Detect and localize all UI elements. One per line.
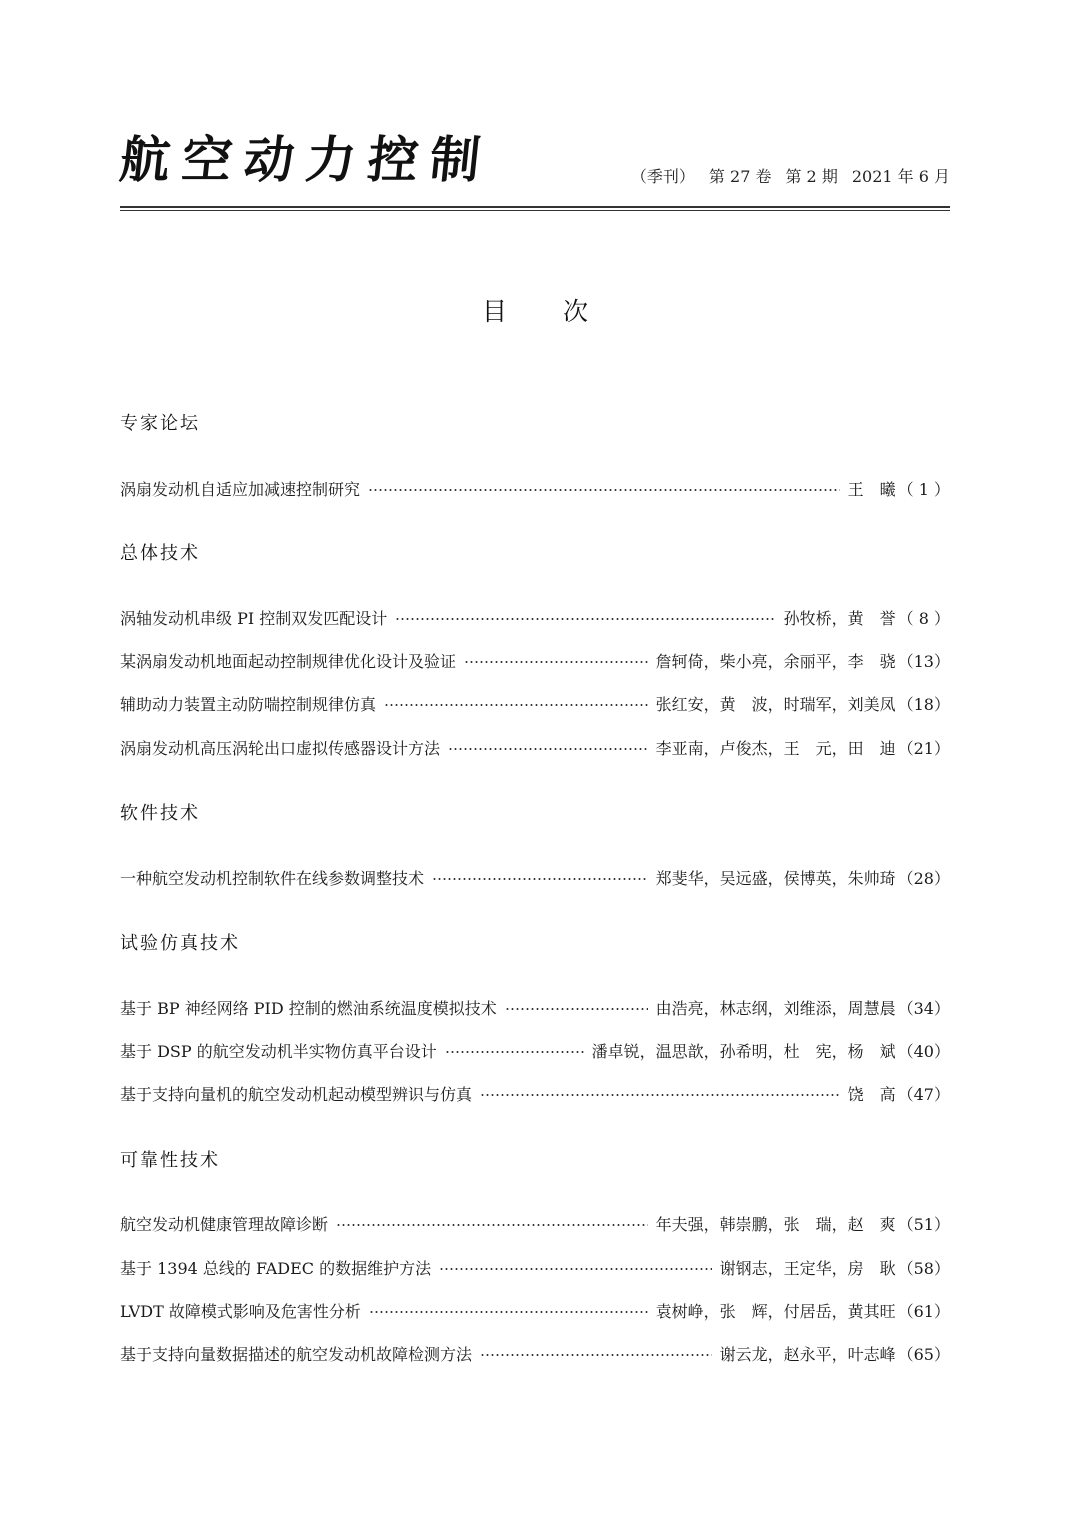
entry-authors: 王 曦 bbox=[847, 480, 896, 499]
entry-page: （40） bbox=[897, 1042, 950, 1061]
entry-page: （65） bbox=[897, 1345, 950, 1364]
entry-authors: 张红安，黄 波，时瑞军，刘美凤 bbox=[655, 695, 896, 714]
entry-authors: 饶 高 bbox=[847, 1085, 896, 1104]
entry-authors: 郑斐华，吴远盛，侯博英，朱帅琦 bbox=[655, 869, 896, 888]
entry-page: （18） bbox=[897, 695, 950, 714]
entry-title: 涡扇发动机高压涡轮出口虚拟传感器设计方法 bbox=[120, 739, 441, 758]
toc-entry[interactable] bbox=[120, 997, 950, 1021]
entry-page: （ 8 ） bbox=[897, 609, 950, 628]
issue-info bbox=[631, 166, 950, 188]
journal-title: 航空动力控制 bbox=[116, 130, 496, 189]
entry-title: 基于 DSP 的航空发动机半实物仿真平台设计 bbox=[120, 1042, 437, 1061]
toc-entry[interactable] bbox=[120, 607, 950, 631]
header-rule-thick bbox=[120, 206, 950, 208]
issue-date: 2021 年 6 月 bbox=[851, 167, 950, 186]
entry-title: 基于支持向量机的航空发动机起动模型辨识与仿真 bbox=[120, 1085, 473, 1104]
section-title: 总体技术 bbox=[120, 543, 200, 564]
section-title: 可靠性技术 bbox=[120, 1150, 220, 1171]
dot-leader bbox=[369, 1311, 648, 1313]
toc-entry[interactable] bbox=[120, 693, 950, 717]
entry-title: 基于 BP 神经网络 PID 控制的燃油系统温度模拟技术 bbox=[120, 999, 497, 1018]
entry-authors: 潘卓锐，温思歆，孙希明，杜 宪，杨 斌 bbox=[591, 1042, 896, 1061]
entry-authors: 李亚南，卢俊杰，王 元，田 迪 bbox=[655, 739, 896, 758]
toc-entry[interactable] bbox=[120, 1257, 950, 1281]
issue-number: 第 2 期 bbox=[785, 167, 838, 186]
entry-title: 涡轴发动机串级 PI 控制双发匹配设计 bbox=[120, 609, 388, 628]
entry-page: （47） bbox=[897, 1085, 950, 1104]
entry-page: （28） bbox=[897, 869, 950, 888]
dot-leader bbox=[480, 1354, 712, 1356]
entry-title: 基于支持向量数据描述的航空发动机故障检测方法 bbox=[120, 1345, 473, 1364]
entry-page: （34） bbox=[897, 999, 950, 1018]
dot-leader bbox=[432, 878, 648, 880]
dot-leader bbox=[439, 1268, 712, 1270]
entry-page: （58） bbox=[897, 1259, 950, 1278]
entry-page: （61） bbox=[897, 1302, 950, 1321]
toc-entry[interactable] bbox=[120, 1083, 950, 1107]
entry-page: （21） bbox=[897, 739, 950, 758]
toc-entry[interactable] bbox=[120, 1040, 950, 1064]
dot-leader bbox=[336, 1224, 648, 1226]
entry-title: 航空发动机健康管理故障诊断 bbox=[120, 1215, 329, 1234]
section-title: 专家论坛 bbox=[120, 413, 200, 434]
entry-title: LVDT 故障模式影响及危害性分析 bbox=[120, 1302, 361, 1321]
entry-page: （ 1 ） bbox=[897, 480, 950, 499]
entry-page: （13） bbox=[897, 652, 950, 671]
header-rule-thin bbox=[120, 210, 950, 211]
toc-entry[interactable] bbox=[120, 1300, 950, 1324]
toc-entry[interactable] bbox=[120, 478, 950, 502]
entry-authors: 谢钢志，王定华，房 耿 bbox=[719, 1259, 896, 1278]
dot-leader bbox=[480, 1094, 840, 1096]
dot-leader bbox=[445, 1051, 584, 1053]
dot-leader bbox=[464, 661, 648, 663]
dot-leader bbox=[368, 489, 840, 491]
masthead bbox=[116, 128, 950, 192]
entry-authors: 年夫强，韩崇鹏，张 瑞，赵 爽 bbox=[655, 1215, 896, 1234]
dot-leader bbox=[384, 704, 648, 706]
entry-title: 辅助动力装置主动防喘控制规律仿真 bbox=[120, 695, 377, 714]
toc-entry[interactable] bbox=[120, 867, 950, 891]
toc-entry[interactable] bbox=[120, 650, 950, 674]
entry-authors: 谢云龙，赵永平，叶志峰 bbox=[719, 1345, 896, 1364]
entry-title: 涡扇发动机自适应加减速控制研究 bbox=[120, 480, 361, 499]
entry-authors: 由浩亮，林志纲，刘维添，周慧晨 bbox=[655, 999, 896, 1018]
toc-heading: 目次 bbox=[481, 297, 644, 326]
toc-entry[interactable] bbox=[120, 1213, 950, 1237]
entry-authors: 袁树峥，张 辉，付居岳，黄其旺 bbox=[655, 1302, 896, 1321]
toc-entry[interactable] bbox=[120, 1343, 950, 1367]
section-title: 试验仿真技术 bbox=[120, 933, 240, 954]
toc-entry[interactable] bbox=[120, 737, 950, 761]
entry-authors: 孙牧桥，黄 誉 bbox=[783, 609, 896, 628]
entry-title: 一种航空发动机控制软件在线参数调整技术 bbox=[120, 869, 425, 888]
dot-leader bbox=[448, 748, 648, 750]
toc-page bbox=[116, 0, 950, 1515]
entry-title: 基于 1394 总线的 FADEC 的数据维护方法 bbox=[120, 1259, 432, 1278]
issue-volume: 第 27 卷 bbox=[708, 167, 772, 186]
dot-leader bbox=[505, 1008, 648, 1010]
entry-authors: 詹轲倚，柴小亮，余丽平，李 骁 bbox=[655, 652, 896, 671]
entry-title: 某涡扇发动机地面起动控制规律优化设计及验证 bbox=[120, 652, 457, 671]
dot-leader bbox=[395, 618, 775, 620]
section-title: 软件技术 bbox=[120, 803, 200, 824]
issue-frequency: （季刊） bbox=[630, 167, 695, 186]
entry-page: （51） bbox=[897, 1215, 950, 1234]
